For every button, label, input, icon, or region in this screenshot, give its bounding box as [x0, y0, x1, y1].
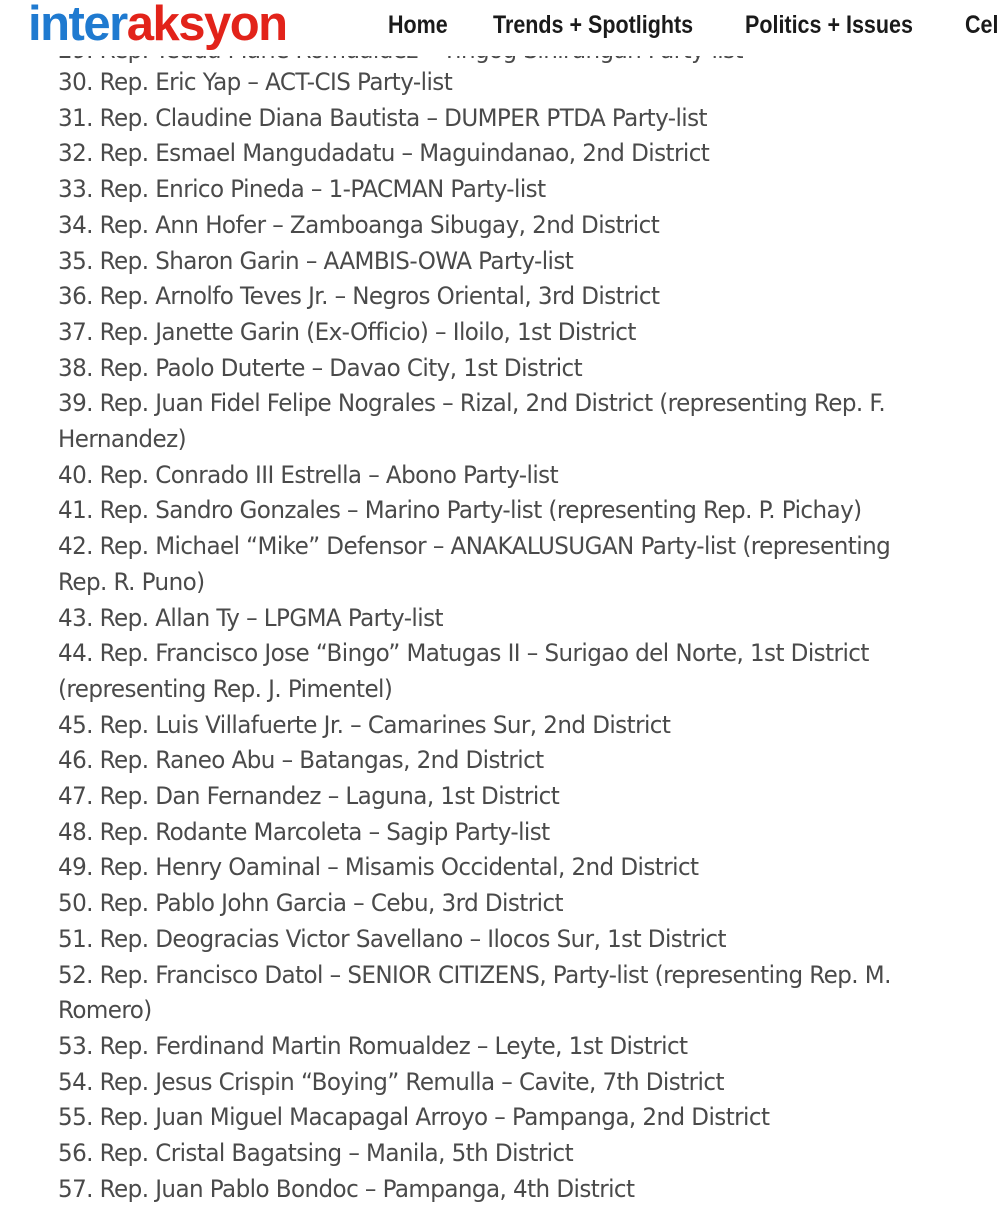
- list-item: 43. Rep. Allan Ty – LPGMA Party-list: [58, 603, 443, 632]
- list-item-continuation: Hernandez): [58, 425, 187, 454]
- list-item: 51. Rep. Deogracias Victor Savellano – Ilocos Sur, 1st District: [58, 924, 726, 953]
- nav-item-politics-issues[interactable]: Politics + Issues: [745, 11, 913, 39]
- main-nav: [0, 8, 1000, 42]
- list-item-continuation: Romero): [58, 996, 152, 1025]
- list-item: 54. Rep. Jesus Crispin “Boying” Remulla – Cavite, 7th District: [58, 1067, 724, 1096]
- list-item: 33. Rep. Enrico Pineda – 1-PACMAN Party-list: [58, 175, 546, 204]
- list-item: 49. Rep. Henry Oaminal – Misamis Occidental, 2nd District: [58, 853, 699, 882]
- article-body: [58, 43, 963, 1208]
- list-item: 30. Rep. Eric Yap – ACT-CIS Party-list: [58, 68, 453, 96]
- list-item: 40. Rep. Conrado III Estrella – Abono Party-list: [58, 460, 559, 489]
- list-item: 31. Rep. Claudine Diana Bautista – DUMPER PTDA Party-list: [58, 103, 708, 132]
- list-item: 32. Rep. Esmael Mangudadatu – Maguindanao, 2nd District: [58, 139, 710, 168]
- list-item: 46. Rep. Raneo Abu – Batangas, 2nd District: [58, 746, 544, 775]
- list-item: 37. Rep. Janette Garin (Ex-Officio) – Iloilo, 1st District: [58, 317, 636, 346]
- list-item: 36. Rep. Arnolfo Teves Jr. – Negros Oriental, 3rd District: [58, 282, 660, 311]
- nav-item-home[interactable]: Home: [388, 11, 448, 39]
- list-item: 45. Rep. Luis Villafuerte Jr. – Camarines Sur, 2nd District: [58, 710, 671, 739]
- list-item: 38. Rep. Paolo Duterte – Davao City, 1st District: [58, 353, 583, 382]
- list-item: 56. Rep. Cristal Bagatsing – Manila, 5th District: [58, 1139, 574, 1168]
- logo-text-aksyon: aksyon: [126, 0, 287, 51]
- logo-text-inter: inter: [28, 0, 127, 51]
- list-item: 47. Rep. Dan Fernandez – Laguna, 1st District: [58, 782, 560, 811]
- list-item-continuation: Rep. R. Puno): [58, 567, 205, 596]
- nav-item-cel[interactable]: Cel: [965, 11, 999, 39]
- list-item: 34. Rep. Ann Hofer – Zamboanga Sibugay, 2nd District: [58, 210, 660, 239]
- list-item: 44. Rep. Francisco Jose “Bingo” Matugas II – Surigao del Norte, 1st District: [58, 639, 869, 668]
- list-item-continuation: (representing Rep. J. Pimentel): [58, 674, 393, 703]
- list-item: 39. Rep. Juan Fidel Felipe Nograles – Rizal, 2nd District (representing Rep. F.: [58, 389, 886, 418]
- list-item: 35. Rep. Sharon Garin – AAMBIS-OWA Party-list: [58, 246, 574, 275]
- list-item: 52. Rep. Francisco Datol – SENIOR CITIZENS, Party-list (representing Rep. M.: [58, 960, 891, 989]
- list-item: 57. Rep. Juan Pablo Bondoc – Pampanga, 4th District: [58, 1174, 635, 1203]
- list-item: 48. Rep. Rodante Marcoleta – Sagip Party-list: [58, 817, 550, 846]
- nav-item-trends-spotlights[interactable]: Trends + Spotlights: [493, 11, 694, 39]
- list-item: 53. Rep. Ferdinand Martin Romualdez – Leyte, 1st District: [58, 1031, 688, 1060]
- list-item: 42. Rep. Michael “Mike” Defensor – ANAKALUSUGAN Party-list (representing: [58, 532, 891, 561]
- list-item: 41. Rep. Sandro Gonzales – Marino Party-list (representing Rep. P. Pichay): [58, 496, 862, 525]
- list-item: 50. Rep. Pablo John Garcia – Cebu, 3rd District: [58, 889, 564, 918]
- site-header: [0, 0, 1000, 56]
- list-item: 55. Rep. Juan Miguel Macapagal Arroyo – Pampanga, 2nd District: [58, 1103, 770, 1132]
